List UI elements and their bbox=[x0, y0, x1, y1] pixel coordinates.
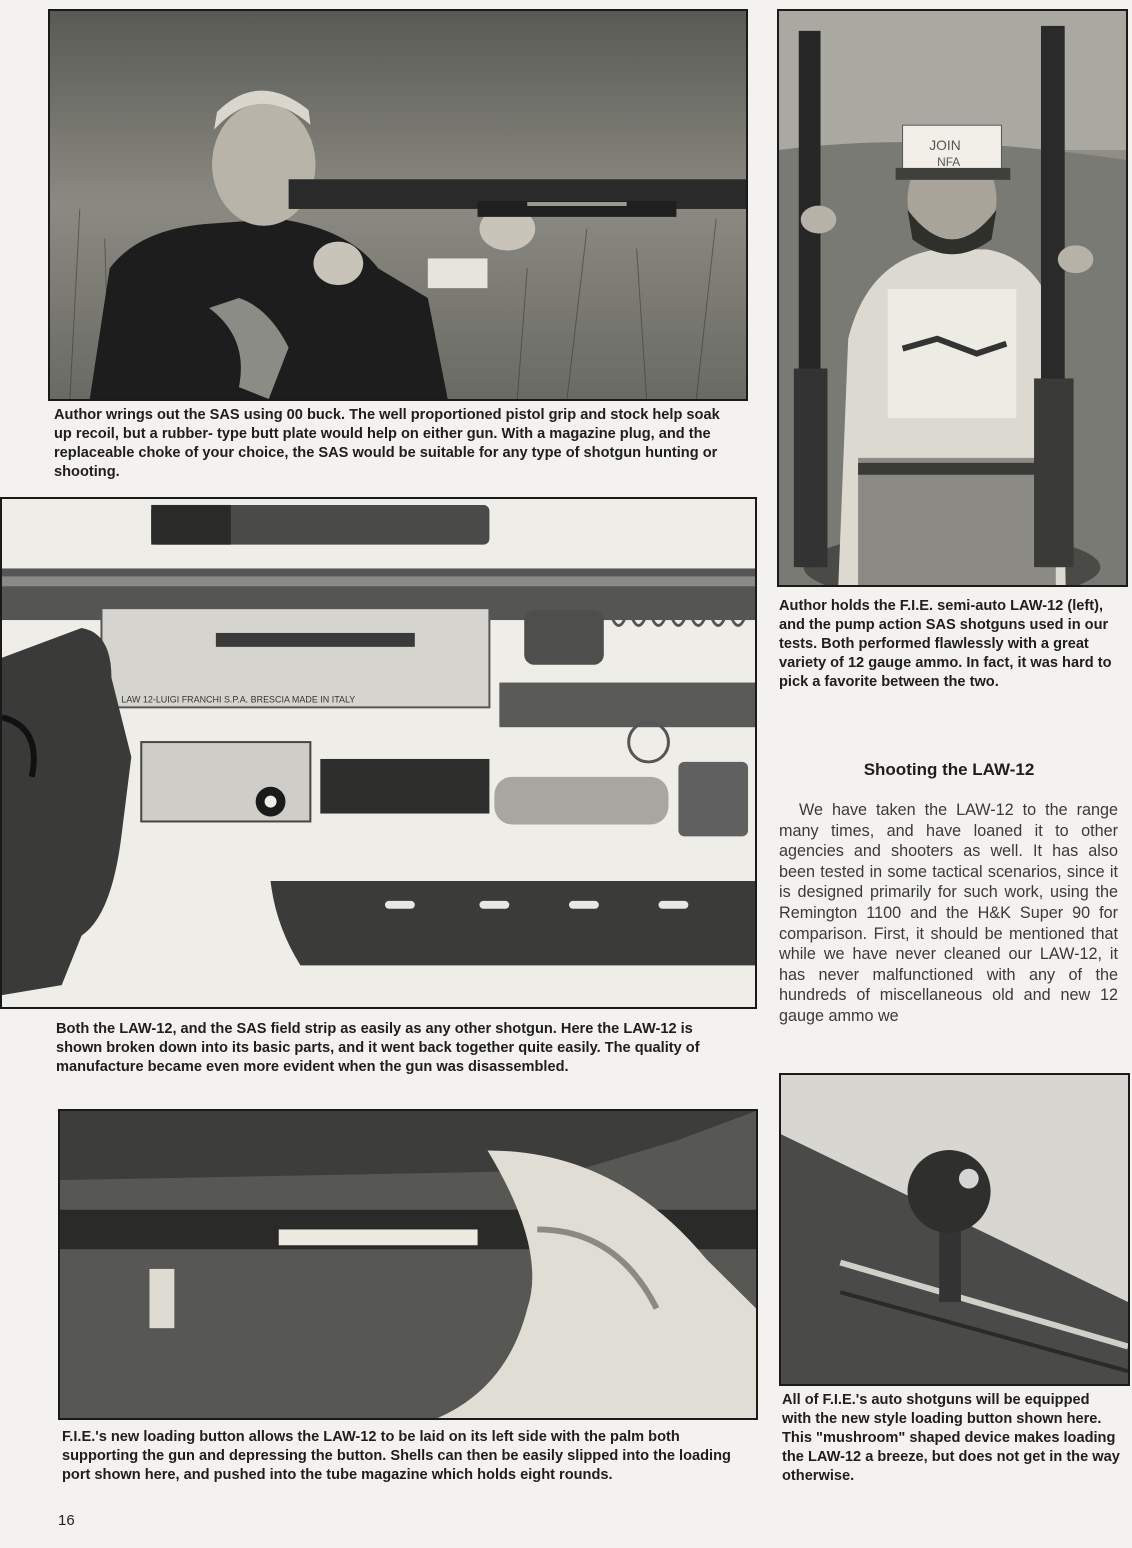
author-holding-two-shotguns-photo bbox=[777, 9, 1128, 587]
article-paragraph: We have taken the LAW-12 to the range many times, and have loaned it to other agencies and shooters as well. It has also been tested in some tactical scenarios, since it is designed primarily for such work, using the Remington 1100 and the H&K Super 90 for comparison. First, it should be mentioned that while we have never cleaned our LAW-12, it has never malfunctioned with any of the hundreds of miscellaneous old and new 12 gauge ammo we bbox=[779, 801, 1118, 1025]
field-stripped-shotgun-parts-photo bbox=[0, 497, 757, 1009]
caption-top-left: Author wrings out the SAS using 00 buck. The well proportioned pistol grip and stock help soak up recoil, but a rubber- type butt plate would help on either gun. With a magazine plug, and the replaceable choke of your choice, the SAS would be suitable for any type of shotgun hunting or shooting. bbox=[54, 407, 720, 480]
svg-text:JOIN: JOIN bbox=[929, 137, 961, 154]
loading-port-closeup-photo bbox=[58, 1109, 758, 1420]
mushroom-loading-button-photo bbox=[779, 1073, 1130, 1386]
svg-text:NFA: NFA bbox=[937, 154, 961, 169]
caption-bottom-right: All of F.I.E.'s auto shotguns will be equipped with the new style loading button shown here. This "mushroom" shaped device makes loading the LAW-12 a breeze, but does not get in the way otherwise. bbox=[782, 1392, 1120, 1484]
receiver-marking: LAW 12-LUIGI FRANCHI S.P.A. BRESCIA MADE IN ITALY bbox=[121, 694, 356, 705]
caption-middle: Both the LAW-12, and the SAS field strip as easily as any other shotgun. Here the LAW-12 is shown broken down into its basic parts, and it went back together quite easily. The quality of manufacture became even more evident when the gun was disassembled. bbox=[56, 1021, 700, 1075]
shooter-aiming-shotgun-photo bbox=[48, 9, 748, 401]
page-number: 16 bbox=[58, 1512, 75, 1529]
caption-bottom-left: F.I.E.'s new loading button allows the LAW-12 to be laid on its left side with the palm both supporting the gun and depressing the button. Shells can then be easily slipped into the loading port shown here, and pushed into the tube magazine which holds eight rounds. bbox=[62, 1429, 731, 1483]
caption-top-right: Author holds the F.I.E. semi-auto LAW-12 (left), and the pump action SAS shotguns used in our tests. Both performed flawlessly with a great variety of 12 gauge ammo. In fact, it was hard to pick a favorite between the two. bbox=[779, 598, 1112, 690]
article-heading: Shooting the LAW-12 bbox=[863, 760, 1035, 779]
